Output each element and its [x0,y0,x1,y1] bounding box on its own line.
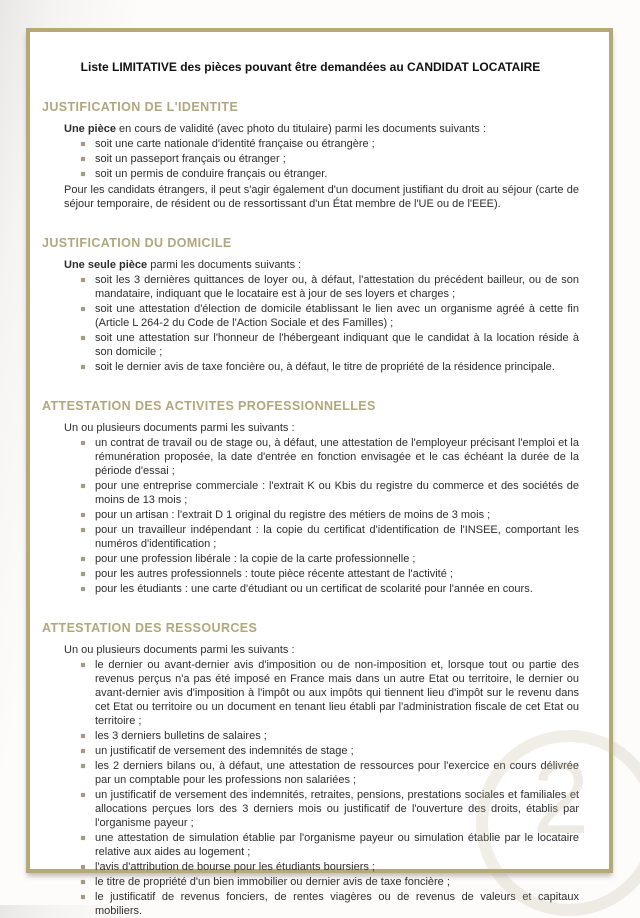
intro-text: parmi les documents suivants : [147,259,302,271]
list-item-text: pour un travailleur indépendant : la copie du certificat d'identification de l'INSEE, comportant les numéros d'identification ; [95,524,579,550]
section-heading: ATTESTATION DES ACTIVITES PROFESSIONNELLES [42,399,376,413]
document-list [42,436,579,596]
section-attestation-ressources [42,620,579,918]
list-item-text: le titre de propriété d'un bien immobilier ou dernier avis de taxe foncière ; [95,876,450,888]
bullet-icon [81,572,85,576]
list-item [80,875,579,889]
document-list [42,273,579,374]
watermark-digit: 2 [532,741,590,855]
list-item [80,137,579,151]
document-list [42,137,579,181]
intro-text: en cours de validité (avec photo du titulaire) parmi les documents suivants : [115,123,486,135]
bullet-icon [81,764,85,768]
list-item [80,167,579,181]
list-item [80,890,579,918]
list-item-text: pour une entreprise commerciale : l'extrait K ou Kbis du registre du commerce et des sociétés de moins de 13 mois ; [95,480,579,506]
document-list [42,658,579,918]
page-border-frame [26,28,613,917]
page-title: Liste LIMITATIVE des pièces pouvant être demandées au CANDIDAT LOCATAIRE [80,60,541,74]
bullet-icon [81,528,85,532]
list-item-text: le dernier ou avant-dernier avis d'imposition ou de non-imposition et, lorsque tout ou partie des revenus perçus n'a pas été imposé en France mais dans un autre Etat ou territoire, le dernier ou avant-dernier avis d'imposition à l'impôt ou aux impôts qui tiennent lieu d'impôt sur le revenu dans cet Etat ou territoire ou un document en tenant lieu établi par l'administration fiscale de cet Etat ou territoire ; [95,659,579,727]
list-item [80,582,579,596]
list-item-text: pour un artisan : l'extrait D 1 original du registre des métiers de moins de 3 mois ; [95,509,491,521]
bullet-icon [81,513,85,517]
list-item-text: les 2 derniers bilans ou, à défaut, une attestation de ressources pour l'exercice en cours délivrée par un comptable pour les professions non salariées ; [95,760,579,786]
bullet-icon [81,307,85,311]
list-item-text: soit une carte nationale d'identité française ou étrangère ; [95,138,375,150]
section-heading: JUSTIFICATION DE L'IDENTITE [42,100,239,114]
list-item [80,331,579,359]
section-justification-identite [42,99,579,211]
bullet-icon [81,880,85,884]
list-item [80,508,579,522]
list-item-text: soit une attestation d'élection de domicile établissant le lien avec un organisme agréé à cette fin (Article L 264-2 du Code de l'Action Sociale et des Familles) ; [95,303,579,329]
bullet-icon [81,895,85,899]
list-item [80,302,579,330]
list-item-text: soit le dernier avis de taxe foncière ou, à défaut, le titre de propriété de la résidence principale. [95,361,555,373]
list-item-text: pour une profession libérale : la copie de la carte professionnelle ; [95,553,416,565]
list-item [80,831,579,859]
list-item-text: soit les 3 dernières quittances de loyer ou, à défaut, l'attestation du précédent bailleur, ou de son mandataire, indiquant que le locataire est à jour de ses loyers et charges ; [95,274,579,300]
intro-lead: Une pièce [64,123,116,135]
list-item [80,729,579,743]
list-item [80,523,579,551]
bullet-icon [81,441,85,445]
list-item [80,759,579,787]
bullet-icon [81,336,85,340]
bullet-icon [81,663,85,667]
list-item [80,744,579,758]
section-intro [64,643,579,657]
list-item-text: un contrat de travail ou de stage ou, à défaut, une attestation de l'employeur précisant l'emploi et la rémunération proposée, la date d'entrée en fonction envisagée et le cas échéant la durée de la période d'essai ; [95,437,579,477]
bullet-icon [81,157,85,161]
list-item [80,860,579,874]
list-item-text: une attestation de simulation établie par l'organisme payeur ou simulation établie par le locataire relative aux aides au logement ; [95,832,579,858]
list-item [80,552,579,566]
list-item [80,436,579,478]
bullet-icon [81,836,85,840]
section-activites-professionnelles [42,398,579,596]
bullet-icon [81,484,85,488]
section-intro [64,122,579,136]
list-item [80,360,579,374]
list-item [80,479,579,507]
list-item-text: soit un permis de conduire français ou étranger. [95,168,328,180]
list-item-text: les 3 derniers bulletins de salaires ; [95,730,267,742]
bullet-icon [81,365,85,369]
section-justification-domicile [42,235,579,374]
section-intro [64,258,579,272]
bullet-icon [81,142,85,146]
list-item-text: soit une attestation sur l'honneur de l'hébergeant indiquant que le candidat à la location réside à son domicile ; [95,332,579,358]
list-item-text: le justificatif de revenus fonciers, de rentes viagères ou de revenus de valeurs et capitaux mobiliers. [95,891,579,917]
section-heading: JUSTIFICATION DU DOMICILE [42,236,232,250]
intro-lead: Une seule pièce [64,259,148,271]
bullet-icon [81,793,85,797]
list-item [80,567,579,581]
list-item-text: pour les étudiants : une carte d'étudiant ou un certificat de scolarité pour l'année en cours. [95,583,533,595]
list-item-text: l'avis d'attribution de bourse pour les étudiants boursiers ; [95,861,375,873]
bullet-icon [81,172,85,176]
list-item [80,788,579,830]
bullet-icon [81,278,85,282]
bullet-icon [81,749,85,753]
bullet-icon [81,557,85,561]
intro-text: Un ou plusieurs documents parmi les suivants : [64,422,295,434]
list-item-text: soit un passeport français ou étranger ; [95,153,286,165]
section-intro [64,421,579,435]
bullet-icon [81,587,85,591]
list-item [80,152,579,166]
bullet-icon [81,865,85,869]
bullet-icon [81,734,85,738]
list-item-text: un justificatif de versement des indemnités, retraites, pensions, prestations sociales et familiales et allocations perçues lors des 3 derniers mois ou justificatif de l'ouverture des droits, établis par l'organisme payeur ; [95,789,579,829]
list-item-text: pour les autres professionnels : toute pièce récente attestant de l'activité ; [95,568,453,580]
list-item [80,658,579,728]
section-footnote: Pour les candidats étrangers, il peut s'agir également d'un document justifiant du droit au séjour (carte de séjour temporaire, de résident ou de ressortissant d'un État membre de l'UE ou de l'EEE). [64,184,579,210]
list-item [80,273,579,301]
section-heading: ATTESTATION DES RESSOURCES [42,621,258,635]
intro-text: Un ou plusieurs documents parmi les suivants : [64,644,295,656]
list-item-text: un justificatif de versement des indemnités de stage ; [95,745,354,757]
